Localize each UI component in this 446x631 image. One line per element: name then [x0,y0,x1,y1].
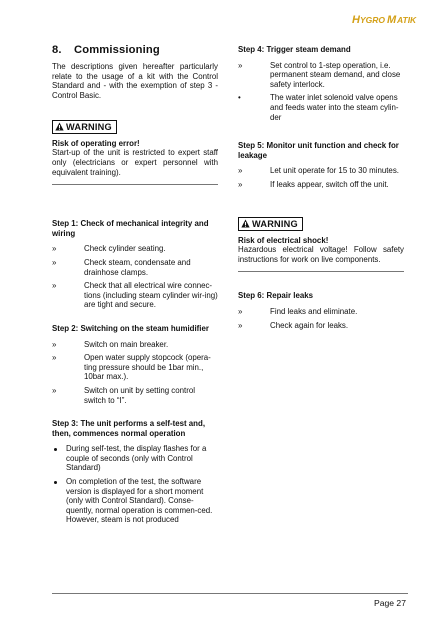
svg-text:ATIK: ATIK [397,15,417,25]
step4-title: Step 4: Trigger steam demand [238,45,351,54]
warning-text: Hazardous electrical voltage! Follow safety instructions for work on live components. [238,245,404,264]
list-item: » Switch on unit by setting control switch to “I”. [52,385,195,405]
warning-triangle-icon [241,219,250,228]
bullet-icon [54,448,57,451]
page-number: Page 27 [373,598,406,608]
list-item: » If leaks appear, switch off the unit. [238,179,389,189]
svg-text:YGRO: YGRO [360,15,386,25]
step3-title: Step 3: The unit performs a self-test and, then, commences normal operation [52,419,206,438]
svg-text:H: H [352,14,360,25]
step4-list [238,61,404,123]
warning-label: WARNING [66,121,112,132]
step6-title: Step 6: Repair leaks [238,291,313,301]
step6-list [238,307,404,330]
list-item: » Check that all electrical wire connec-tions (including steam cylinder wir-ing) are tight and secure. [52,281,218,310]
step3-list [52,444,218,525]
list-item: » Check steam, condensate and drainhose clamps. [52,257,191,277]
list-item: • The water inlet solenoid valve opens and feeds water into the steam cylin-der [238,93,399,122]
divider [52,184,218,185]
step1-list [52,244,218,310]
step5-title: Step 5: Monitor unit function and check for leakage [238,141,399,160]
left-column [52,40,218,529]
step2-list [52,340,218,406]
hygromatik-logo [352,13,430,25]
step5-list [238,166,404,189]
warning-title: Risk of electrical shock! [238,235,329,245]
warning-text: Start-up of the unit is restricted to expert staff only (electricians or expert personnel with equivalent training). [52,148,218,177]
list-item: » Let unit operate for 15 to 30 minutes. [238,166,399,176]
step2-title: Step 2: Switching on the steam humidifier [52,323,209,333]
divider [238,271,404,272]
footer-divider [52,593,408,594]
list-item: » Switch on main breaker. [52,339,169,349]
warning-badge [52,120,117,134]
section-number: 8. [52,44,62,56]
list-item: » Find leaks and eliminate. [238,306,358,316]
step1-title: Step 1: Check of mechanical integrity and wiring [52,219,209,238]
svg-text:M: M [387,14,397,25]
section-heading [52,44,218,56]
list-item: During self-test, the display flashes for a couple of seconds (only with Control Standard) [52,444,218,473]
warning-triangle-icon [55,122,64,131]
warning-title: Risk of operating error! [52,138,140,148]
bullet-icon [54,481,57,484]
section-title: Commissioning [74,44,160,56]
list-item: » Set control to 1-step operation, i.e. permanent steam demand, and close safety interlock. [238,60,401,89]
warning-badge [238,217,303,231]
list-item: » Check cylinder seating. [52,244,166,254]
warning-label: WARNING [252,218,298,229]
list-item: » Check again for leaks. [238,320,349,330]
list-item: » Open water supply stopcock (opera-ting pressure should be 1bar min., 10bar max.). [52,353,211,382]
right-column [238,40,404,334]
section-intro: The descriptions given hereafter particularly relate to the usage of a kit with the Control Standard and - with the exemption of step 3 - Control Basic. [52,62,218,101]
list-item: On completion of the test, the software version is displayed for a short moment (only with Control Standard). Conse-quently, normal operation is commen-ced. However, steam is not produced [52,477,218,525]
